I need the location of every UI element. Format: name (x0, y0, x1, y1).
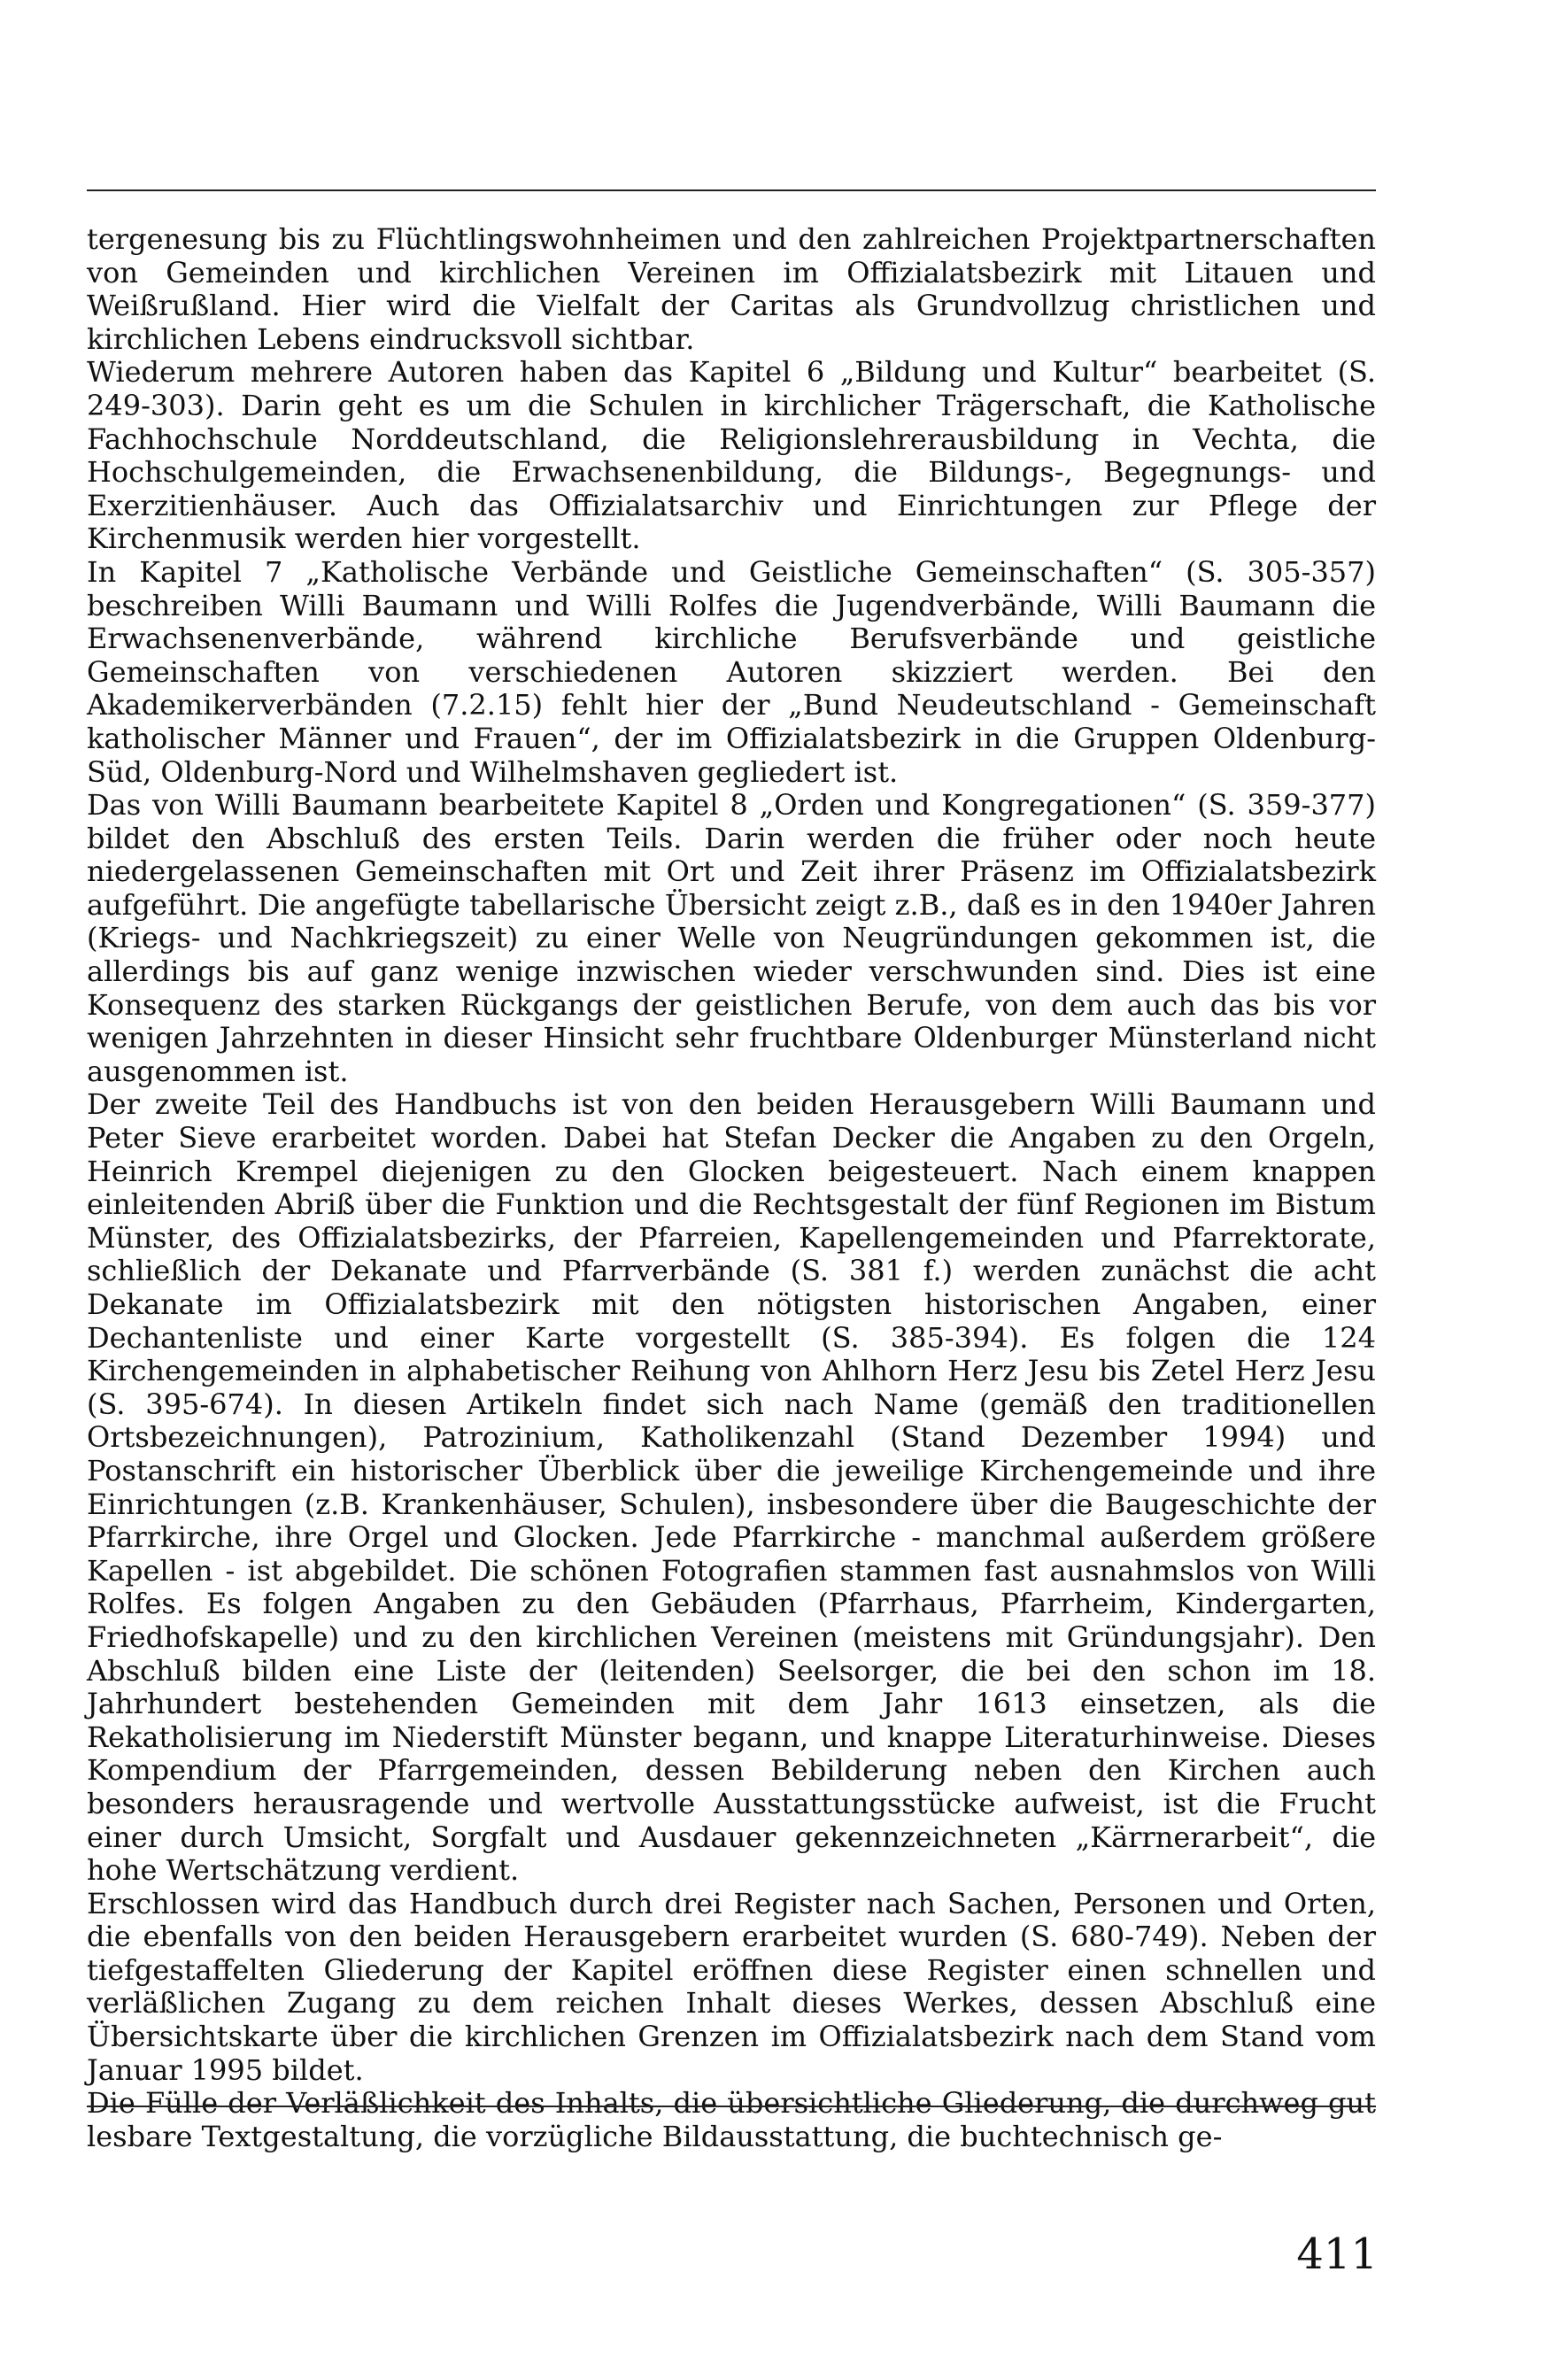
paragraph: tergenesung bis zu Flüchtlingswohnheimen und den zahlreichen Projektpartnerschaften von Gemeinden und kirchlichen Vereinen im Offizialatsbezirk mit Litauen und Weißrußland. Hier wird die Vielfalt der Caritas als Grundvollzug christlichen und kirchlichen Lebens eindrucksvoll sichtbar. (87, 222, 1376, 356)
paragraph: Erschlossen wird das Handbuch durch drei Register nach Sachen, Personen und Orten, die ebenfalls von den beiden Herausgebern erarbeitet wurden (S. 680-749). Neben der tiefgestaffelten Gliederung der Kapitel eröffnen diese Register einen schnellen und verläßlichen Zugang zu dem reichen Inhalt dieses Werkes, dessen Abschluß eine Übersichtskarte über die kirchlichen Grenzen im Offizialatsbezirk nach dem Stand vom Januar 1995 bildet. (87, 1886, 1376, 2087)
top-rule (87, 189, 1376, 191)
paragraph: Der zweite Teil des Handbuchs ist von den beiden Herausgebern Willi Baumann und Peter Sieve erarbeitet worden. Dabei hat Stefan Decker die Angaben zu den Orgeln, Heinrich Krempel diejenigen zu den Glocken beigesteuert. Nach einem knappen einleitenden Abriß über die Funktion und die Rechtsgestalt der fünf Regionen im Bistum Münster, des Offizialatsbezirks, der Pfarreien, Kapellengemeinden und Pfarrektorate, schließlich der Dekanate und Pfarrverbände (S. 381 f.) werden zunächst die acht Dekanate im Offizialatsbezirk mit den nötigsten historischen Angaben, einer Dechantenliste und einer Karte vorgestellt (S. 385-394). Es folgen die 124 Kirchengemeinden in alphabetischer Reihung von Ahlhorn Herz Jesu bis Zetel Herz Jesu (S. 395-674). In diesen Artikeln findet sich nach Name (gemäß den traditionellen Ortsbezeichnungen), Patrozinium, Katholikenzahl (Stand Dezember 1994) und Postanschrift ein historischer Überblick über die jeweilige Kirchengemeinde und ihre Einrichtungen (z.B. Krankenhäuser, Schulen), insbesondere über die Baugeschichte der Pfarrkirche, ihre Orgel und Glocken. Jede Pfarrkirche - manchmal außerdem größere Kapellen - ist abgebildet. Die schönen Fotografien stammen fast ausnahmslos von Willi Rolfes. Es folgen Angaben zu den Gebäuden (Pfarrhaus, Pfarrheim, Kindergarten, Friedhofskapelle) und zu den kirchlichen Vereinen (meistens mit Gründungsjahr). Den Abschluß bilden eine Liste der (leitenden) Seelsorger, die bei den schon im 18. Jahrhundert bestehenden Gemeinden mit dem Jahr 1613 einsetzen, als die Rekatholisierung im Niederstift Münster begann, und knappe Literaturhinweise. Dieses Kompendium der Pfarrgemeinden, dessen Bebilderung neben den Kirchen auch besonders herausragende und wertvolle Ausstattungsstücke aufweist, ist die Frucht einer durch Umsicht, Sorgfalt und Ausdauer gekennzeichneten „Kärrnerarbeit“, die hohe Wertschätzung verdient. (87, 1087, 1376, 1888)
page-number: 411 (1296, 2229, 1378, 2279)
paragraph: Die Fülle der Verläßlichkeit des Inhalts, die übersichtliche Gliederung, die durchweg gut lesbare Textgestaltung, die vorzügliche Bildausstattung, die buchtechnisch ge- (87, 2086, 1376, 2153)
body-text (87, 223, 1376, 2153)
paragraph: Das von Willi Baumann bearbeitete Kapitel 8 „Orden und Kongregationen“ (S. 359-377) bildet den Abschluß des ersten Teils. Darin werden die früher oder noch heute niedergelassenen Gemeinschaften mit Ort und Zeit ihrer Präsenz im Offizialatsbezirk aufgeführt. Die angefügte tabellarische Übersicht zeigt z.B., daß es in den 1940er Jahren (Kriegs- und Nachkriegszeit) zu einer Welle von Neugründungen gekommen ist, die allerdings bis auf ganz wenige inzwischen wieder verschwunden sind. Dies ist eine Konsequenz des starken Rückgangs der geistlichen Berufe, von dem auch das bis vor wenigen Jahrzehnten in dieser Hinsicht sehr fruchtbare Oldenburger Münsterland nicht ausgenommen ist. (87, 788, 1376, 1088)
paragraph: Wiederum mehrere Autoren haben das Kapitel 6 „Bildung und Kultur“ bearbeitet (S. 249-303). Darin geht es um die Schulen in kirchlicher Trägerschaft, die Katholische Fachhochschule Norddeutschland, die Religionslehrerausbildung in Vechta, die Hochschulgemeinden, die Erwachsenenbildung, die Bildungs-, Begegnungs- und Exerzitienhäuser. Auch das Offizialatsarchiv und Einrichtungen zur Pflege der Kirchenmusik werden hier vorgestellt. (87, 355, 1376, 556)
paragraph: In Kapitel 7 „Katholische Verbände und Geistliche Gemeinschaften“ (S. 305-357) beschreiben Willi Baumann und Willi Rolfes die Jugendverbände, Willi Baumann die Erwachsenenverbände, während kirchliche Berufsverbände und geistliche Gemeinschaften von verschiedenen Autoren skizziert werden. Bei den Akademikerverbänden (7.2.15) fehlt hier der „Bund Neudeutschland - Gemeinschaft katholischer Männer und Frauen“, der im Offizialatsbezirk in die Gruppen Oldenburg-Süd, Oldenburg-Nord und Wilhelmshaven gegliedert ist. (87, 554, 1376, 789)
bottom-rule (87, 2106, 1376, 2107)
